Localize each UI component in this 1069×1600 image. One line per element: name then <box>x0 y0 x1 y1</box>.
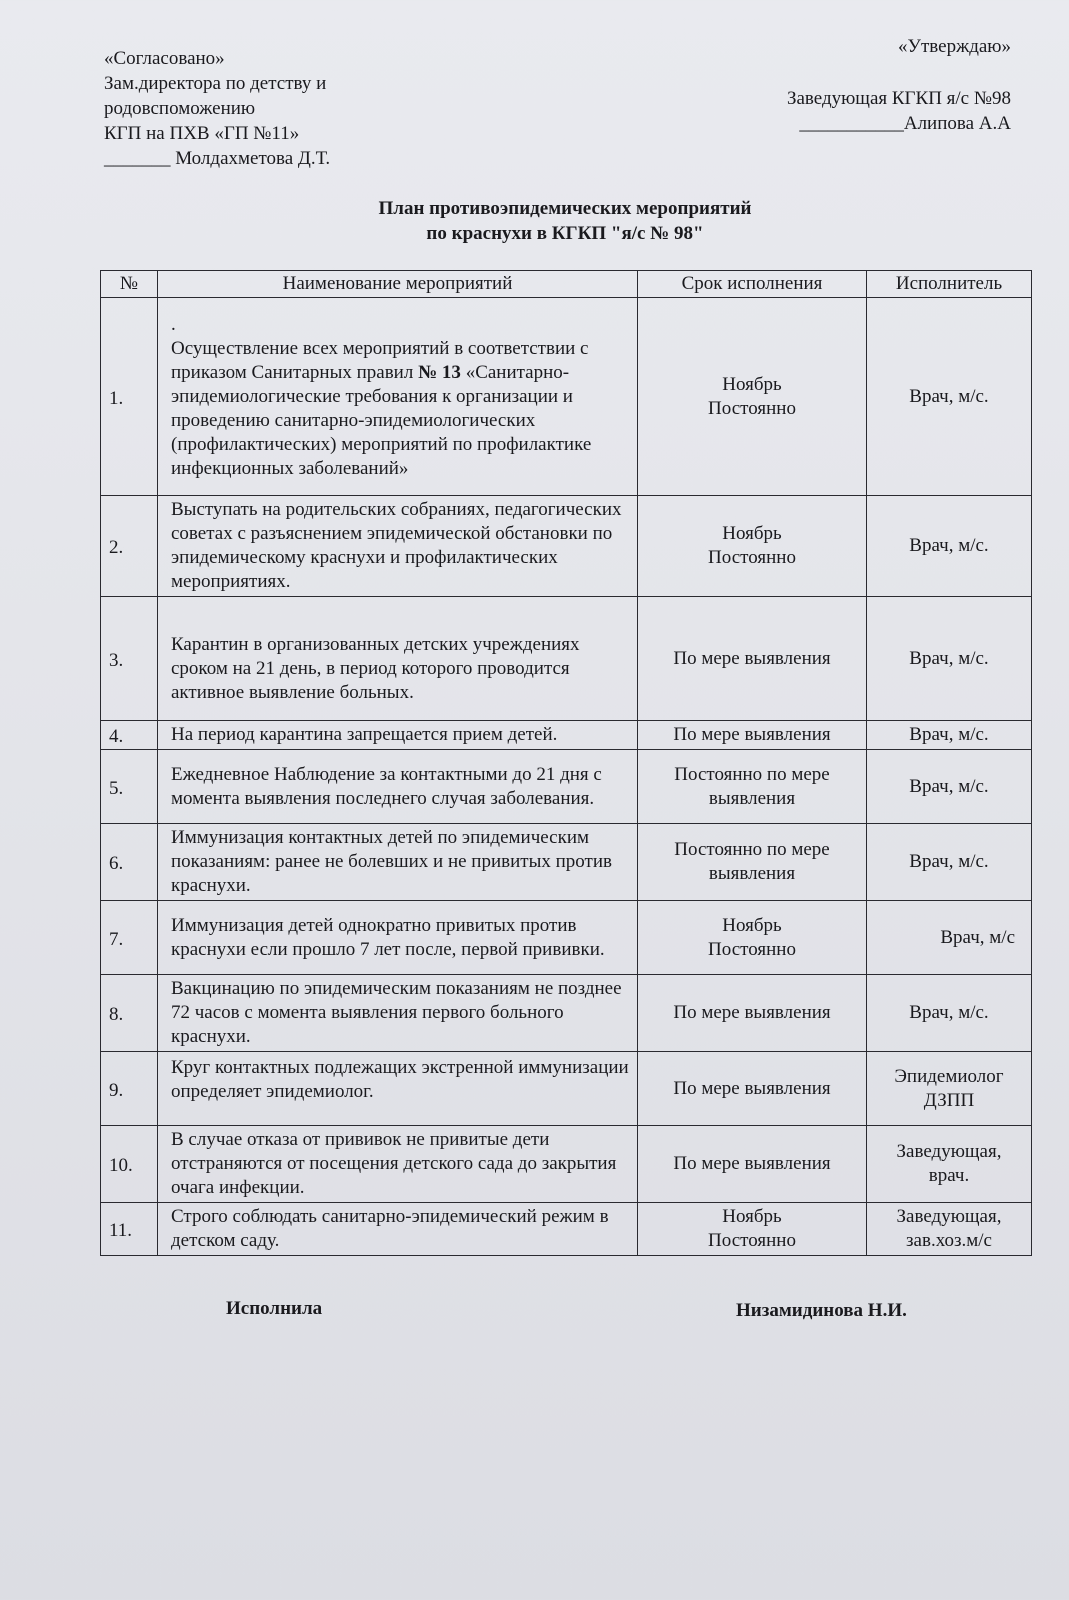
table-row <box>101 298 1032 496</box>
row-number: 4. <box>101 721 158 750</box>
row-action: В случае отказа от прививок не привитые дети отстраняются от посещения детского сада до закрытия очага инфекции. <box>158 1126 638 1203</box>
table-row <box>101 1203 1032 1256</box>
table-row <box>101 721 1032 750</box>
approval-approved-block <box>787 34 1011 136</box>
row-action: Ежедневное Наблюдение за контактными до 21 дня с момента выявления последнего случая заболевания. <box>158 750 638 824</box>
row-number: 8. <box>101 975 158 1052</box>
row-term: По мере выявления <box>638 597 867 721</box>
table-row <box>101 750 1032 824</box>
executor-name: Низамидинова Н.И. <box>736 1300 907 1321</box>
approval-agreed-block <box>104 46 330 171</box>
row-action: Строго соблюдать санитарно-эпидемический режим в детском саду. <box>158 1203 638 1256</box>
row-term: Постоянно по мере выявления <box>638 824 867 901</box>
row-responsible: Врач, м/с. <box>867 597 1032 721</box>
row-responsible: Врач, м/с. <box>867 721 1032 750</box>
executed-label: Исполнила <box>226 1298 323 1319</box>
row-action: Карантин в организованных детских учреждениях сроком на 21 день, в период которого проводится активное выявление больных. <box>158 597 638 721</box>
row-term: Ноябрь Постоянно <box>638 298 867 496</box>
row-number: 11. <box>101 1203 158 1256</box>
row-responsible: Врач, м/с. <box>867 496 1032 597</box>
header-action: Наименование мероприятий <box>158 271 638 298</box>
row-action-text-rest: «Санитарно-эпидемиологические требования к организации и проведению санитарно-эпидемиологических (профилактических) мероприятий по профилактике инфекционных заболеваний» <box>171 361 592 479</box>
row-number: 9. <box>101 1052 158 1126</box>
row-number: 3. <box>101 597 158 721</box>
table-header-row <box>101 271 1032 298</box>
row-number: 1. <box>101 298 158 496</box>
row-responsible: Эпидемиолог ДЗПП <box>867 1052 1032 1126</box>
approval-approved-signature: ___________Алипова А.А <box>799 113 1011 134</box>
row-term: Ноябрь Постоянно <box>638 1203 867 1256</box>
row-responsible: Заведующая, зав.хоз.м/с <box>867 1203 1032 1256</box>
approval-agreed-position-cont: родовспоможению <box>104 98 256 119</box>
table-row <box>101 1052 1032 1126</box>
row-number: 2. <box>101 496 158 597</box>
approval-approved-position: Заведующая КГКП я/с №98 <box>786 88 1011 109</box>
table-row <box>101 496 1032 597</box>
row-action-dot: . <box>171 313 176 335</box>
table-row <box>101 597 1032 721</box>
document-title <box>0 196 1069 246</box>
header-responsible: Исполнитель <box>867 271 1032 298</box>
row-responsible: Врач, м/с. <box>867 298 1032 496</box>
row-term: По мере выявления <box>638 1052 867 1126</box>
row-action-bold: № 13 <box>418 361 461 383</box>
row-number: 6. <box>101 824 158 901</box>
row-responsible: Заведующая, врач. <box>867 1126 1032 1203</box>
row-term: По мере выявления <box>638 975 867 1052</box>
row-action: Выступать на родительских собраниях, педагогических советах с разъяснением эпидемической обстановки по эпидемическому краснухи и профилактических мероприятиях. <box>158 496 638 597</box>
row-term: По мере выявления <box>638 1126 867 1203</box>
header-number: № <box>101 271 158 298</box>
row-action: Иммунизация контактных детей по эпидемическим показаниям: ранее не болевших и не привитых против краснухи. <box>158 824 638 901</box>
approval-agreed-signature: _______ Молдахметова Д.Т. <box>104 148 331 169</box>
row-number: 10. <box>101 1126 158 1203</box>
approval-agreed-position: Зам.директора по детству и <box>104 73 327 94</box>
row-responsible: Врач, м/с. <box>867 750 1032 824</box>
title-line-2: по краснухи в КГКП "я/с № 98" <box>426 223 704 244</box>
table-row <box>101 824 1032 901</box>
row-number: 7. <box>101 901 158 975</box>
table-row <box>101 1126 1032 1203</box>
row-action: На период карантина запрещается прием детей. <box>158 721 638 750</box>
table-row <box>101 975 1032 1052</box>
row-action: Круг контактных подлежащих экстренной иммунизации определяет эпидемиолог. <box>158 1052 638 1126</box>
row-action: Вакцинацию по эпидемическим показаниям не позднее 72 часов с момента выявления первого больного краснухи. <box>158 975 638 1052</box>
row-responsible: Врач, м/с. <box>867 824 1032 901</box>
measures-table <box>100 270 1032 1256</box>
row-term: Ноябрь Постоянно <box>638 496 867 597</box>
approval-approved-heading: «Утверждаю» <box>898 36 1011 57</box>
row-action: Иммунизация детей однократно привитых против краснухи если прошло 7 лет после, первой прививки. <box>158 901 638 975</box>
row-responsible: Врач, м/с. <box>867 975 1032 1052</box>
row-term: По мере выявления <box>638 721 867 750</box>
row-action-text: Осуществление всех мероприятий в соответствии с приказом Санитарных правил <box>171 337 589 383</box>
row-responsible: Врач, м/с <box>867 901 1032 975</box>
row-term: Ноябрь Постоянно <box>638 901 867 975</box>
row-number: 5. <box>101 750 158 824</box>
header-term: Срок исполнения <box>638 271 867 298</box>
table-row <box>101 901 1032 975</box>
row-term: Постоянно по мере выявления <box>638 750 867 824</box>
approval-agreed-heading: «Согласовано» <box>104 48 225 69</box>
approval-agreed-org: КГП на ПХВ «ГП №11» <box>104 123 300 144</box>
row-action <box>158 298 638 496</box>
title-line-1: План противоэпидемических мероприятий <box>378 198 752 219</box>
